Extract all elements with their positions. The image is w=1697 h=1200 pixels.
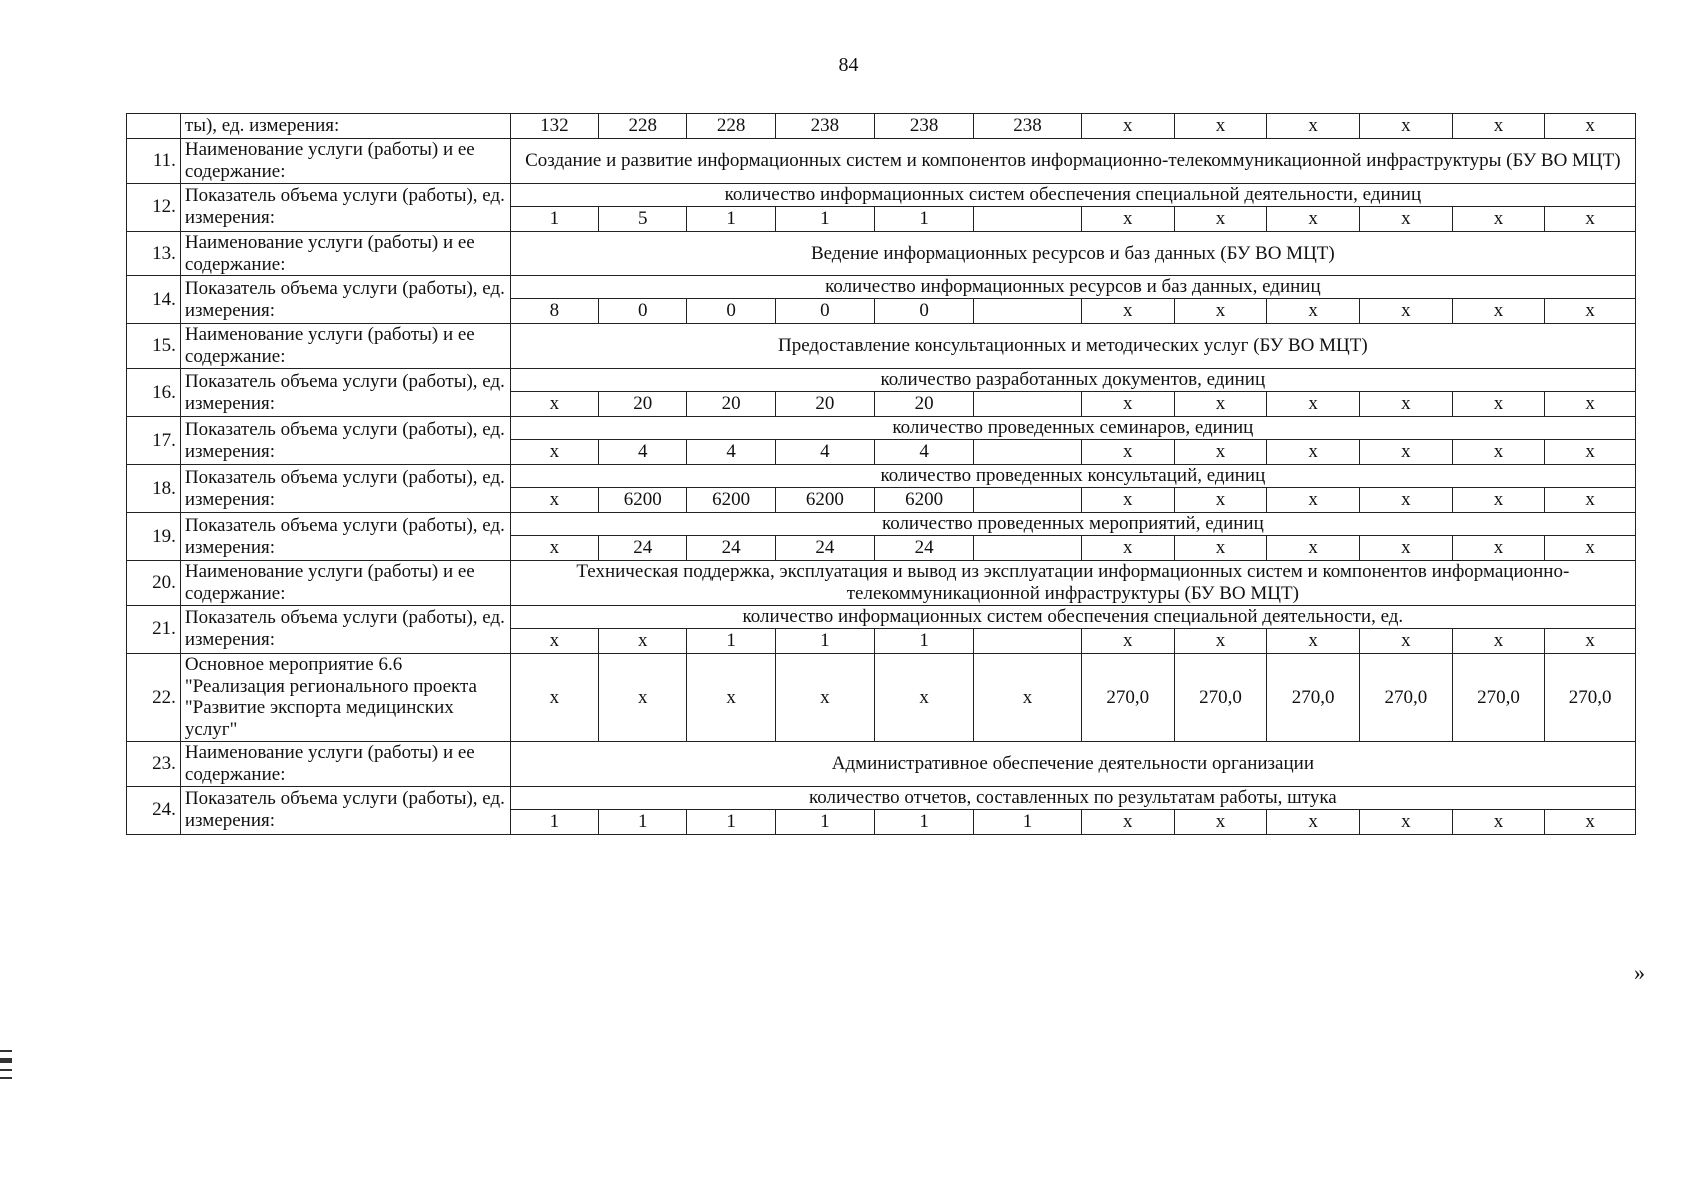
value-cell: x <box>510 440 598 465</box>
value-cell: x <box>1267 299 1360 324</box>
value-cell <box>974 392 1082 417</box>
value-cell: x <box>874 653 973 741</box>
value-cell <box>974 440 1082 465</box>
value-cell: x <box>1359 809 1452 834</box>
value-cell: x <box>1359 488 1452 513</box>
value-cell: 1 <box>874 628 973 653</box>
value-cell: x <box>510 653 598 741</box>
table-row <box>127 276 1636 299</box>
value-cell: 24 <box>775 536 874 561</box>
table-body <box>127 114 1636 835</box>
value-cell: 1 <box>687 809 775 834</box>
value-cell: x <box>1174 206 1267 231</box>
indicator-unit: количество информационных систем обеспечения специальной деятельности, единиц <box>510 183 1635 206</box>
indicator-unit: количество проведенных мероприятий, единиц <box>510 513 1635 536</box>
row-label: Показатель объема услуги (работы), ед. измерения: <box>180 417 510 465</box>
table-row <box>127 417 1636 440</box>
row-number: 11. <box>127 139 181 184</box>
value-cell: 1 <box>510 809 598 834</box>
value-cell: 20 <box>599 392 687 417</box>
row-number: 16. <box>127 369 181 417</box>
value-cell: 4 <box>687 440 775 465</box>
table-row <box>127 653 1636 741</box>
row-label: Показатель объема услуги (работы), ед. измерения: <box>180 276 510 324</box>
table-row <box>127 324 1636 369</box>
value-cell: x <box>974 653 1082 741</box>
value-cell: x <box>1174 392 1267 417</box>
value-cell: x <box>1545 440 1636 465</box>
value-cell: 238 <box>874 114 973 139</box>
value-cell: x <box>1545 809 1636 834</box>
value-cell: 0 <box>775 299 874 324</box>
value-cell: 1 <box>775 628 874 653</box>
row-number: 14. <box>127 276 181 324</box>
value-cell: x <box>1174 809 1267 834</box>
value-cell: 1 <box>687 206 775 231</box>
value-cell: x <box>1452 809 1545 834</box>
row-label: Показатель объема услуги (работы), ед. измерения: <box>180 605 510 653</box>
value-cell <box>974 299 1082 324</box>
value-cell: x <box>1081 114 1174 139</box>
value-cell: x <box>1081 536 1174 561</box>
value-cell <box>974 488 1082 513</box>
indicator-unit: количество разработанных документов, единиц <box>510 369 1635 392</box>
value-cell: x <box>1452 628 1545 653</box>
row-label: Показатель объема услуги (работы), ед. измерения: <box>180 465 510 513</box>
value-cell: 0 <box>599 299 687 324</box>
value-cell: x <box>1452 440 1545 465</box>
table-row <box>127 369 1636 392</box>
closing-quote: » <box>1634 960 1645 985</box>
row-label: ты), ед. измерения: <box>180 114 510 139</box>
value-cell: 1 <box>775 206 874 231</box>
value-cell: x <box>510 488 598 513</box>
row-label: Наименование услуги (работы) и ее содержание: <box>180 231 510 276</box>
value-cell: 20 <box>687 392 775 417</box>
table-row <box>127 513 1636 536</box>
value-cell: 1 <box>775 809 874 834</box>
row-number: 20. <box>127 561 181 606</box>
value-cell: x <box>1545 392 1636 417</box>
value-cell: x <box>1452 114 1545 139</box>
value-cell: 270,0 <box>1081 653 1174 741</box>
value-cell: x <box>1267 114 1360 139</box>
row-number: 12. <box>127 183 181 231</box>
value-cell: 8 <box>510 299 598 324</box>
value-cell: x <box>1267 628 1360 653</box>
value-cell: 228 <box>687 114 775 139</box>
indicator-unit: количество проведенных семинаров, единиц <box>510 417 1635 440</box>
value-cell: 0 <box>874 299 973 324</box>
value-cell: x <box>1452 488 1545 513</box>
service-name: Техническая поддержка, эксплуатация и вывод из эксплуатации информационных систем и компонентов информационно-телекоммуникационной инфраструктуры (БУ ВО МЦТ) <box>510 561 1635 606</box>
table-row <box>127 183 1636 206</box>
value-cell: x <box>1174 536 1267 561</box>
value-cell: 238 <box>775 114 874 139</box>
row-number: 13. <box>127 231 181 276</box>
row-number: 15. <box>127 324 181 369</box>
value-cell: 1 <box>687 628 775 653</box>
row-number: 19. <box>127 513 181 561</box>
service-name: Предоставление консультационных и методических услуг (БУ ВО МЦТ) <box>510 324 1635 369</box>
row-number-cell <box>127 114 181 139</box>
value-cell: 4 <box>874 440 973 465</box>
row-label: Показатель объема услуги (работы), ед. измерения: <box>180 369 510 417</box>
value-cell: 4 <box>599 440 687 465</box>
value-cell: 132 <box>510 114 598 139</box>
value-cell <box>974 206 1082 231</box>
value-cell: x <box>1174 299 1267 324</box>
service-name: Ведение информационных ресурсов и баз данных (БУ ВО МЦТ) <box>510 231 1635 276</box>
value-cell: x <box>1545 114 1636 139</box>
value-cell: 1 <box>874 809 973 834</box>
value-cell: x <box>1081 628 1174 653</box>
value-cell: x <box>775 653 874 741</box>
value-cell: x <box>1452 299 1545 324</box>
value-cell: 6200 <box>874 488 973 513</box>
value-cell: x <box>1267 488 1360 513</box>
value-cell: 238 <box>974 114 1082 139</box>
table-row <box>127 742 1636 787</box>
table-row <box>127 605 1636 628</box>
value-cell: x <box>599 628 687 653</box>
table-row <box>127 561 1636 606</box>
row-number: 17. <box>127 417 181 465</box>
row-label: Показатель объема услуги (работы), ед. измерения: <box>180 513 510 561</box>
table-row <box>127 139 1636 184</box>
value-cell: x <box>1174 628 1267 653</box>
value-cell: x <box>1081 488 1174 513</box>
value-cell: x <box>510 628 598 653</box>
value-cell: 5 <box>599 206 687 231</box>
value-cell: x <box>1452 206 1545 231</box>
table-row <box>127 231 1636 276</box>
value-cell: 1 <box>874 206 973 231</box>
value-cell: 270,0 <box>1174 653 1267 741</box>
row-label: Показатель объема услуги (работы), ед. измерения: <box>180 786 510 834</box>
indicator-unit: количество проведенных консультаций, единиц <box>510 465 1635 488</box>
value-cell: x <box>599 653 687 741</box>
value-cell: x <box>1452 536 1545 561</box>
indicator-unit: количество информационных систем обеспечения специальной деятельности, ед. <box>510 605 1635 628</box>
value-cell: x <box>1174 114 1267 139</box>
row-label: Основное мероприятие 6.6 "Реализация регионального проекта "Развитие экспорта медицинских услуг" <box>180 653 510 741</box>
value-cell: x <box>1452 392 1545 417</box>
value-cell: x <box>687 653 775 741</box>
value-cell: x <box>510 392 598 417</box>
value-cell: x <box>1174 440 1267 465</box>
row-label: Показатель объема услуги (работы), ед. измерения: <box>180 183 510 231</box>
table-row <box>127 465 1636 488</box>
value-cell: x <box>1267 392 1360 417</box>
row-number: 23. <box>127 742 181 787</box>
value-cell: x <box>1081 809 1174 834</box>
value-cell: 6200 <box>775 488 874 513</box>
value-cell: x <box>1267 206 1360 231</box>
value-cell: 20 <box>874 392 973 417</box>
page-number: 84 <box>838 54 859 76</box>
value-cell: 4 <box>775 440 874 465</box>
value-cell: x <box>1545 206 1636 231</box>
row-number: 22. <box>127 653 181 741</box>
value-cell: 0 <box>687 299 775 324</box>
value-cell: 270,0 <box>1359 653 1452 741</box>
value-cell: x <box>1545 488 1636 513</box>
row-label: Наименование услуги (работы) и ее содержание: <box>180 561 510 606</box>
service-name: Административное обеспечение деятельности организации <box>510 742 1635 787</box>
value-cell: x <box>1359 299 1452 324</box>
value-cell: 6200 <box>687 488 775 513</box>
value-cell: x <box>1545 536 1636 561</box>
value-cell: x <box>1359 536 1452 561</box>
value-cell: 270,0 <box>1452 653 1545 741</box>
table-row <box>127 786 1636 809</box>
value-cell: x <box>1267 440 1360 465</box>
value-cell: x <box>1359 440 1452 465</box>
value-cell: x <box>1081 392 1174 417</box>
value-cell: x <box>1359 628 1452 653</box>
value-cell: 1 <box>599 809 687 834</box>
indicator-unit: количество информационных ресурсов и баз данных, единиц <box>510 276 1635 299</box>
value-cell: 1 <box>974 809 1082 834</box>
value-cell: 228 <box>599 114 687 139</box>
value-cell: x <box>1081 299 1174 324</box>
value-cell: x <box>510 536 598 561</box>
value-cell: 1 <box>510 206 598 231</box>
value-cell: x <box>1545 628 1636 653</box>
row-label: Наименование услуги (работы) и ее содержание: <box>180 324 510 369</box>
value-cell: 24 <box>599 536 687 561</box>
value-cell: x <box>1174 488 1267 513</box>
value-cell: x <box>1359 114 1452 139</box>
row-label: Наименование услуги (работы) и ее содержание: <box>180 742 510 787</box>
value-cell: x <box>1081 440 1174 465</box>
row-label: Наименование услуги (работы) и ее содержание: <box>180 139 510 184</box>
value-cell: x <box>1359 206 1452 231</box>
value-cell <box>974 536 1082 561</box>
value-cell: 20 <box>775 392 874 417</box>
row-number: 18. <box>127 465 181 513</box>
value-cell: 24 <box>687 536 775 561</box>
value-cell: x <box>1545 299 1636 324</box>
service-name: Создание и развитие информационных систем и компонентов информационно-телекоммуникационной инфраструктуры (БУ ВО МЦТ) <box>510 139 1635 184</box>
value-cell: 270,0 <box>1267 653 1360 741</box>
table-row <box>127 114 1636 139</box>
value-cell: x <box>1359 392 1452 417</box>
indicator-unit: количество отчетов, составленных по результатам работы, штука <box>510 786 1635 809</box>
value-cell: x <box>1267 536 1360 561</box>
row-number: 21. <box>127 605 181 653</box>
value-cell: 270,0 <box>1545 653 1636 741</box>
value-cell: x <box>1081 206 1174 231</box>
scan-margin-marks <box>0 1050 14 1085</box>
row-number: 24. <box>127 786 181 834</box>
value-cell <box>974 628 1082 653</box>
value-cell: 6200 <box>599 488 687 513</box>
value-cell: 24 <box>874 536 973 561</box>
program-table <box>126 113 1636 835</box>
value-cell: x <box>1267 809 1360 834</box>
